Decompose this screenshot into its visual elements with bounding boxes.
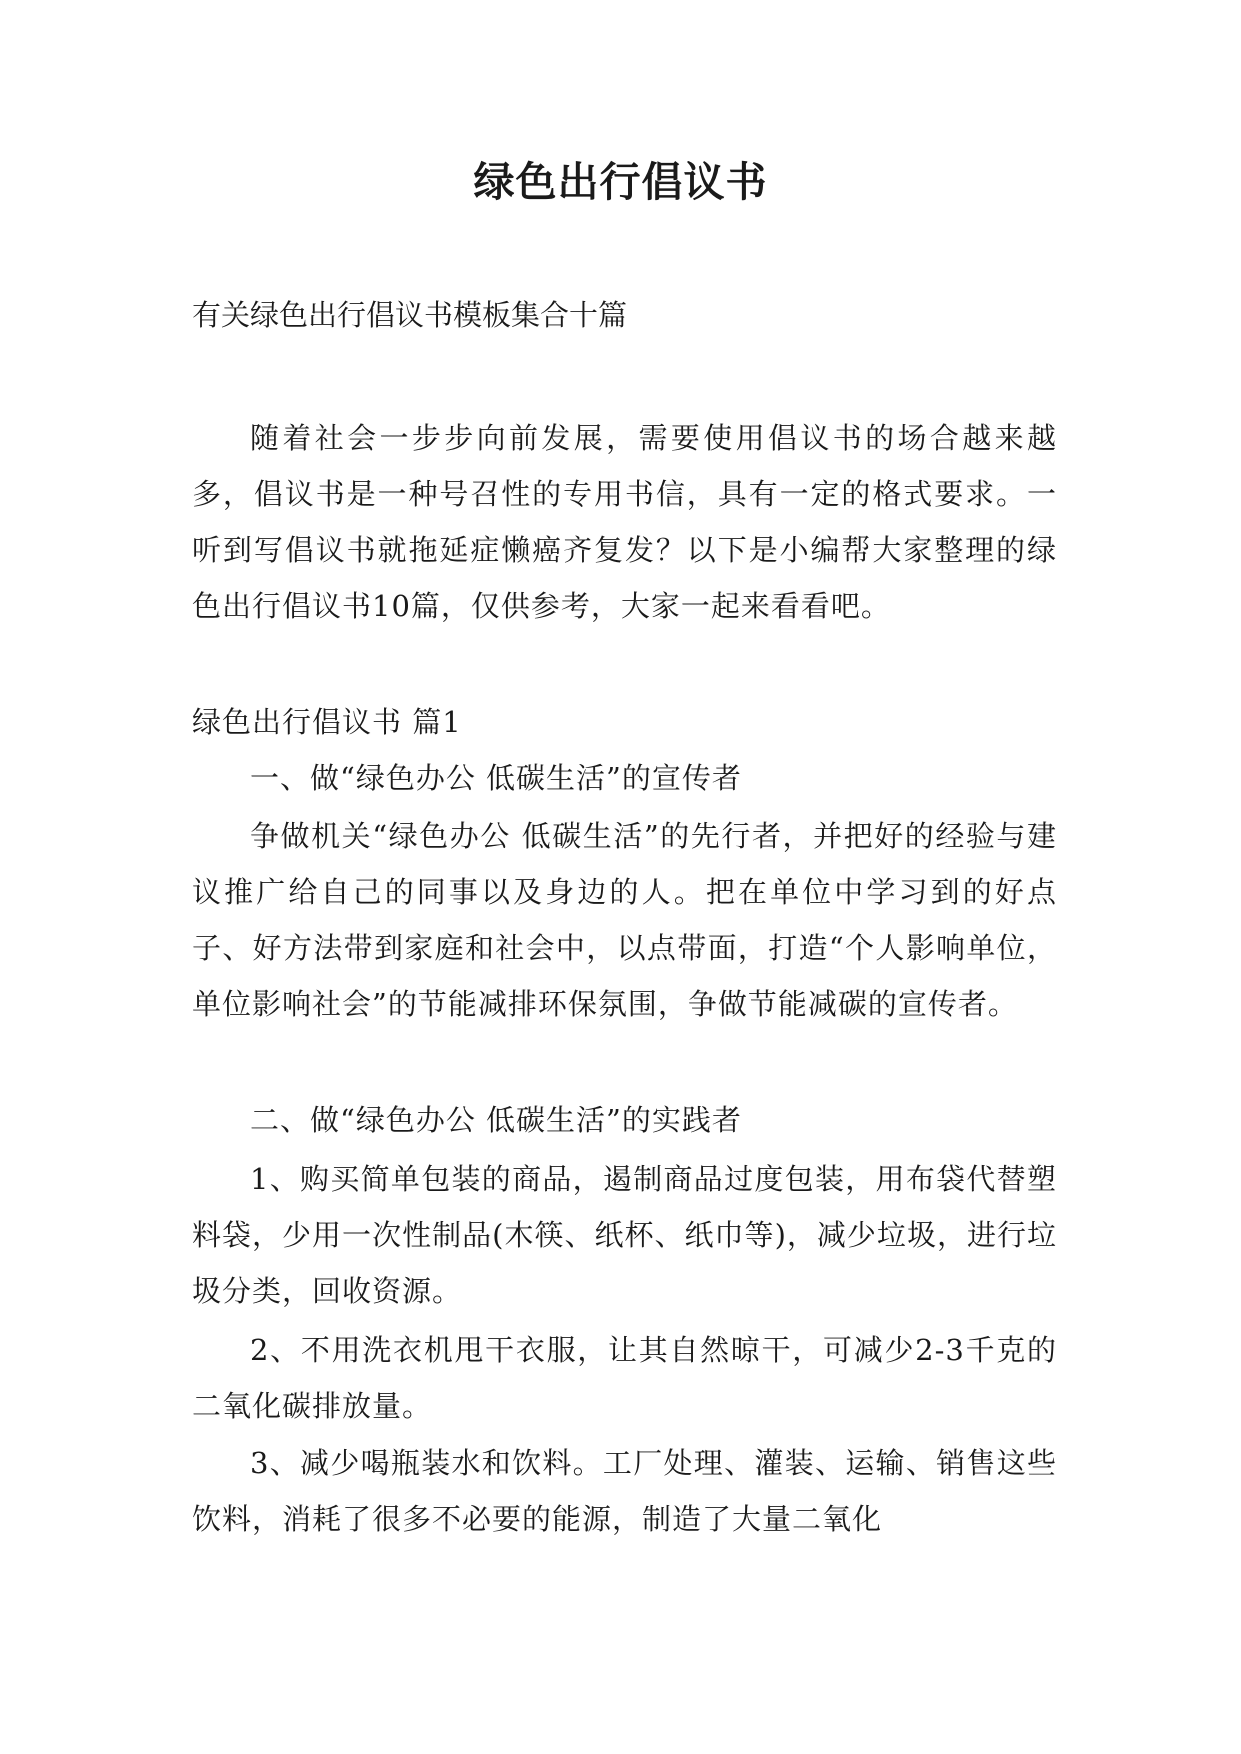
list-item-1: 1、购买简单包装的商品，遏制商品过度包装，用布袋代替塑料袋，少用一次性制品(木筷、纸杯、纸巾等)，减少垃圾，进行垃圾分类，回收资源。 [192, 1162, 1057, 1308]
heading-1: 一、做“绿色办公 低碳生活”的宣传者 [250, 761, 742, 795]
section-title: 绿色出行倡议书 篇1 [192, 705, 462, 739]
document-subtitle: 有关绿色出行倡议书模板集合十篇 [192, 298, 628, 332]
document-title: 绿色出行倡议书 [473, 158, 768, 206]
list-item-3: 3、减少喝瓶装水和饮料。工厂处理、灌装、运输、销售这些饮料，消耗了很多不必要的能源，制造了大量二氧化 [192, 1446, 1057, 1536]
intro-paragraph: 随着社会一步步向前发展，需要使用倡议书的场合越来越多，倡议书是一种号召性的专用书信，具有一定的格式要求。一听到写倡议书就拖延症懒癌齐复发？以下是小编帮大家整理的绿色出行倡议书10篇，仅供参考，大家一起来看看吧。 [192, 421, 1057, 623]
paragraph-1: 争做机关“绿色办公 低碳生活”的先行者，并把好的经验与建议推广给自己的同事以及身边的人。把在单位中学习到的好点子、好方法带到家庭和社会中，以点带面，打造“个人影响单位，单位影响社会”的节能减排环保氛围，争做节能减碳的宣传者。 [192, 819, 1057, 1021]
heading-2: 二、做“绿色办公 低碳生活”的实践者 [250, 1103, 742, 1137]
list-item-2: 2、不用洗衣机甩干衣服，让其自然晾干，可减少2-3千克的二氧化碳排放量。 [192, 1333, 1057, 1423]
